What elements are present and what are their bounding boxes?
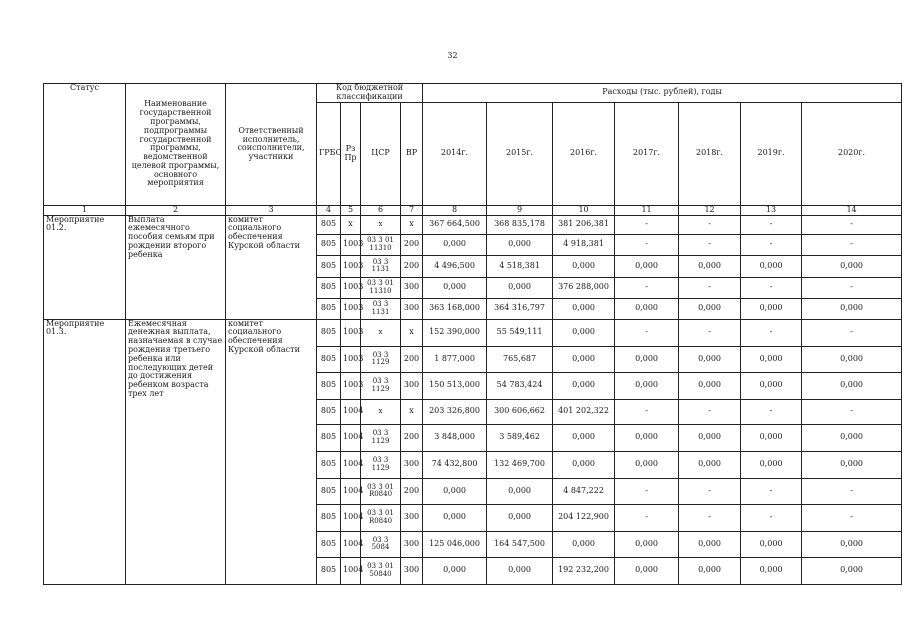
csr-cell: 03 3 01 R0840 bbox=[361, 504, 401, 531]
csr-cell: 03 3 01 11310 bbox=[361, 277, 401, 298]
value-cell: 0,000 bbox=[802, 557, 902, 584]
vr-cell: 200 bbox=[401, 255, 423, 277]
rzpr-cell: 1003 bbox=[341, 255, 361, 277]
value-cell: 0,000 bbox=[553, 255, 615, 277]
page-number: 32 bbox=[447, 51, 458, 60]
value-cell: 0,000 bbox=[741, 298, 802, 319]
header-year: 2020г. bbox=[802, 102, 902, 205]
value-cell: 367 664,500 bbox=[423, 215, 487, 234]
vr-cell: 300 bbox=[401, 557, 423, 584]
rzpr-cell: 1004 bbox=[341, 504, 361, 531]
value-cell: 0,000 bbox=[741, 424, 802, 451]
value-cell: 192 232,200 bbox=[553, 557, 615, 584]
column-number: 11 bbox=[615, 205, 679, 215]
table-row bbox=[44, 215, 902, 234]
value-cell: 0,000 bbox=[487, 504, 553, 531]
vr-cell: 300 bbox=[401, 372, 423, 399]
header-grbs: ГРБС bbox=[317, 102, 341, 205]
value-cell: 0,000 bbox=[423, 234, 487, 255]
value-cell: 0,000 bbox=[553, 372, 615, 399]
vr-cell: 200 bbox=[401, 424, 423, 451]
value-cell: 0,000 bbox=[553, 451, 615, 478]
value-cell: - bbox=[802, 234, 902, 255]
value-cell: 765,687 bbox=[487, 346, 553, 372]
value-cell: 164 547,500 bbox=[487, 531, 553, 557]
header-responsible: Ответственный исполнитель, соисполнители, участники bbox=[226, 84, 317, 206]
column-number: 2 bbox=[126, 205, 226, 215]
value-cell: 3 848,000 bbox=[423, 424, 487, 451]
header-year: 2016г. bbox=[553, 102, 615, 205]
value-cell: 0,000 bbox=[553, 424, 615, 451]
vr-cell: 300 bbox=[401, 451, 423, 478]
vr-cell: x bbox=[401, 319, 423, 346]
csr-cell: 03 3 01 11310 bbox=[361, 234, 401, 255]
header-vr: ВР bbox=[401, 102, 423, 205]
grbs-cell: 805 bbox=[317, 557, 341, 584]
value-cell: - bbox=[741, 215, 802, 234]
csr-cell: 03 3 1131 bbox=[361, 255, 401, 277]
grbs-cell: 805 bbox=[317, 234, 341, 255]
value-cell: 381 206,381 bbox=[553, 215, 615, 234]
value-cell: - bbox=[679, 319, 741, 346]
value-cell: - bbox=[802, 399, 902, 424]
value-cell: 0,000 bbox=[487, 234, 553, 255]
value-cell: - bbox=[615, 399, 679, 424]
column-number: 9 bbox=[487, 205, 553, 215]
value-cell: 0,000 bbox=[741, 372, 802, 399]
value-cell: 0,000 bbox=[679, 557, 741, 584]
value-cell: 0,000 bbox=[741, 557, 802, 584]
vr-cell: 300 bbox=[401, 298, 423, 319]
value-cell: 401 202,322 bbox=[553, 399, 615, 424]
value-cell: 0,000 bbox=[487, 557, 553, 584]
value-cell: 0,000 bbox=[553, 298, 615, 319]
value-cell: - bbox=[615, 234, 679, 255]
value-cell: - bbox=[615, 504, 679, 531]
value-cell: 152 390,000 bbox=[423, 319, 487, 346]
value-cell: 4 918,381 bbox=[553, 234, 615, 255]
column-number: 13 bbox=[741, 205, 802, 215]
rzpr-cell: 1003 bbox=[341, 372, 361, 399]
value-cell: 0,000 bbox=[741, 531, 802, 557]
value-cell: 0,000 bbox=[487, 478, 553, 504]
column-number: 8 bbox=[423, 205, 487, 215]
value-cell: - bbox=[615, 478, 679, 504]
csr-cell: x bbox=[361, 215, 401, 234]
vr-cell: 300 bbox=[401, 531, 423, 557]
value-cell: 74 432,800 bbox=[423, 451, 487, 478]
vr-cell: x bbox=[401, 399, 423, 424]
value-cell: 0,000 bbox=[679, 531, 741, 557]
value-cell: 0,000 bbox=[802, 451, 902, 478]
vr-cell: 300 bbox=[401, 277, 423, 298]
responsible-cell: комитет социального обеспечения Курской области bbox=[226, 319, 317, 584]
value-cell: 4 518,381 bbox=[487, 255, 553, 277]
column-number: 1 bbox=[44, 205, 126, 215]
value-cell: 0,000 bbox=[802, 346, 902, 372]
vr-cell: 200 bbox=[401, 346, 423, 372]
header-expenses: Расходы (тыс. рублей), годы bbox=[423, 84, 902, 103]
rzpr-cell: 1004 bbox=[341, 478, 361, 504]
value-cell: - bbox=[741, 478, 802, 504]
name-cell: Выплата ежемесячного пособия семьям при рождении второго ребенка bbox=[126, 215, 226, 319]
rzpr-cell: 1003 bbox=[341, 319, 361, 346]
column-number: 6 bbox=[361, 205, 401, 215]
value-cell: 300 606,662 bbox=[487, 399, 553, 424]
column-number: 7 bbox=[401, 205, 423, 215]
grbs-cell: 805 bbox=[317, 424, 341, 451]
value-cell: 0,000 bbox=[679, 255, 741, 277]
header-year: 2015г. bbox=[487, 102, 553, 205]
grbs-cell: 805 bbox=[317, 298, 341, 319]
column-number: 12 bbox=[679, 205, 741, 215]
rzpr-cell: 1004 bbox=[341, 531, 361, 557]
value-cell: - bbox=[679, 478, 741, 504]
csr-cell: x bbox=[361, 319, 401, 346]
value-cell: 0,000 bbox=[615, 298, 679, 319]
value-cell: 363 168,000 bbox=[423, 298, 487, 319]
grbs-cell: 805 bbox=[317, 346, 341, 372]
grbs-cell: 805 bbox=[317, 319, 341, 346]
csr-cell: 03 3 5084 bbox=[361, 531, 401, 557]
value-cell: 0,000 bbox=[741, 255, 802, 277]
table-body bbox=[44, 215, 902, 584]
value-cell: 150 513,000 bbox=[423, 372, 487, 399]
value-cell: 0,000 bbox=[802, 424, 902, 451]
value-cell: 364 316,797 bbox=[487, 298, 553, 319]
value-cell: 0,000 bbox=[802, 255, 902, 277]
csr-cell: 03 3 1129 bbox=[361, 424, 401, 451]
header-status: Статус bbox=[44, 84, 126, 206]
grbs-cell: 805 bbox=[317, 504, 341, 531]
grbs-cell: 805 bbox=[317, 451, 341, 478]
grbs-cell: 805 bbox=[317, 478, 341, 504]
value-cell: - bbox=[802, 478, 902, 504]
rzpr-cell: 1004 bbox=[341, 399, 361, 424]
column-number: 5 bbox=[341, 205, 361, 215]
value-cell: 0,000 bbox=[615, 255, 679, 277]
header-year: 2014г. bbox=[423, 102, 487, 205]
value-cell: - bbox=[679, 399, 741, 424]
rzpr-cell: 1004 bbox=[341, 424, 361, 451]
value-cell: 0,000 bbox=[802, 531, 902, 557]
csr-cell: 03 3 1131 bbox=[361, 298, 401, 319]
value-cell: 0,000 bbox=[423, 504, 487, 531]
value-cell: - bbox=[741, 234, 802, 255]
table-row bbox=[44, 319, 902, 346]
value-cell: 0,000 bbox=[741, 451, 802, 478]
rzpr-cell: 1003 bbox=[341, 277, 361, 298]
csr-cell: 03 3 1129 bbox=[361, 372, 401, 399]
rzpr-cell: x bbox=[341, 215, 361, 234]
value-cell: 132 469,700 bbox=[487, 451, 553, 478]
value-cell: 54 783,424 bbox=[487, 372, 553, 399]
grbs-cell: 805 bbox=[317, 372, 341, 399]
value-cell: 0,000 bbox=[615, 557, 679, 584]
value-cell: 0,000 bbox=[679, 424, 741, 451]
column-number: 14 bbox=[802, 205, 902, 215]
value-cell: 55 549,111 bbox=[487, 319, 553, 346]
value-cell: 0,000 bbox=[615, 372, 679, 399]
csr-cell: 03 3 1129 bbox=[361, 346, 401, 372]
value-cell: 0,000 bbox=[487, 277, 553, 298]
value-cell: 0,000 bbox=[802, 298, 902, 319]
rzpr-cell: 1003 bbox=[341, 346, 361, 372]
column-numbers-row bbox=[44, 205, 902, 215]
value-cell: 0,000 bbox=[679, 372, 741, 399]
value-cell: 0,000 bbox=[615, 346, 679, 372]
value-cell: 0,000 bbox=[553, 346, 615, 372]
csr-cell: 03 3 01 R0840 bbox=[361, 478, 401, 504]
value-cell: 0,000 bbox=[741, 346, 802, 372]
value-cell: - bbox=[679, 277, 741, 298]
value-cell: - bbox=[615, 215, 679, 234]
value-cell: - bbox=[802, 504, 902, 531]
column-number: 3 bbox=[226, 205, 317, 215]
vr-cell: 200 bbox=[401, 478, 423, 504]
responsible-cell: комитет социального обеспечения Курской области bbox=[226, 215, 317, 319]
value-cell: 204 122,900 bbox=[553, 504, 615, 531]
value-cell: - bbox=[615, 319, 679, 346]
value-cell: 125 046,000 bbox=[423, 531, 487, 557]
status-cell: Мероприятие 01.2. bbox=[44, 215, 126, 319]
header-csr: ЦСР bbox=[361, 102, 401, 205]
value-cell: 0,000 bbox=[553, 319, 615, 346]
value-cell: 0,000 bbox=[679, 451, 741, 478]
grbs-cell: 805 bbox=[317, 277, 341, 298]
rzpr-cell: 1004 bbox=[341, 451, 361, 478]
name-cell: Ежемесячная денежная выплата, назначаемая в случае рождения третьего ребенка или последующих детей до достижения ребенком возраста трех лет bbox=[126, 319, 226, 584]
value-cell: - bbox=[679, 504, 741, 531]
header-year: 2019г. bbox=[741, 102, 802, 205]
value-cell: 0,000 bbox=[423, 277, 487, 298]
value-cell: - bbox=[741, 399, 802, 424]
grbs-cell: 805 bbox=[317, 399, 341, 424]
value-cell: 1 877,000 bbox=[423, 346, 487, 372]
value-cell: - bbox=[802, 277, 902, 298]
csr-cell: 03 3 01 50840 bbox=[361, 557, 401, 584]
value-cell: 203 326,800 bbox=[423, 399, 487, 424]
header-year: 2018г. bbox=[679, 102, 741, 205]
header-rzpr: Рз Пр bbox=[341, 102, 361, 205]
value-cell: 368 835,178 bbox=[487, 215, 553, 234]
csr-cell: x bbox=[361, 399, 401, 424]
header-name: Наименование государственной программы, подпрограммы государственной программы, ведомственной целевой программы, основного мероприятия bbox=[126, 84, 226, 206]
value-cell: 0,000 bbox=[423, 478, 487, 504]
rzpr-cell: 1003 bbox=[341, 234, 361, 255]
value-cell: 0,000 bbox=[423, 557, 487, 584]
grbs-cell: 805 bbox=[317, 215, 341, 234]
value-cell: 0,000 bbox=[615, 424, 679, 451]
vr-cell: 300 bbox=[401, 504, 423, 531]
value-cell: 4 496,500 bbox=[423, 255, 487, 277]
header-budget-code: Код бюджетной классификации bbox=[317, 84, 423, 103]
value-cell: - bbox=[741, 504, 802, 531]
grbs-cell: 805 bbox=[317, 255, 341, 277]
status-cell: Мероприятие 01.3. bbox=[44, 319, 126, 584]
value-cell: 3 589,462 bbox=[487, 424, 553, 451]
value-cell: 0,000 bbox=[615, 531, 679, 557]
value-cell: 376 288,000 bbox=[553, 277, 615, 298]
header-year: 2017г. bbox=[615, 102, 679, 205]
value-cell: 0,000 bbox=[802, 372, 902, 399]
value-cell: 0,000 bbox=[679, 346, 741, 372]
budget-table bbox=[43, 83, 902, 585]
value-cell: 4 847,222 bbox=[553, 478, 615, 504]
column-number: 4 bbox=[317, 205, 341, 215]
value-cell: - bbox=[802, 319, 902, 346]
vr-cell: x bbox=[401, 215, 423, 234]
value-cell: - bbox=[741, 319, 802, 346]
grbs-cell: 805 bbox=[317, 531, 341, 557]
value-cell: 0,000 bbox=[553, 531, 615, 557]
value-cell: 0,000 bbox=[615, 451, 679, 478]
value-cell: - bbox=[679, 215, 741, 234]
value-cell: 0,000 bbox=[679, 298, 741, 319]
column-number: 10 bbox=[553, 205, 615, 215]
value-cell: - bbox=[615, 277, 679, 298]
rzpr-cell: 1004 bbox=[341, 557, 361, 584]
value-cell: - bbox=[802, 215, 902, 234]
csr-cell: 03 3 1129 bbox=[361, 451, 401, 478]
value-cell: - bbox=[679, 234, 741, 255]
value-cell: - bbox=[741, 277, 802, 298]
rzpr-cell: 1003 bbox=[341, 298, 361, 319]
vr-cell: 200 bbox=[401, 234, 423, 255]
